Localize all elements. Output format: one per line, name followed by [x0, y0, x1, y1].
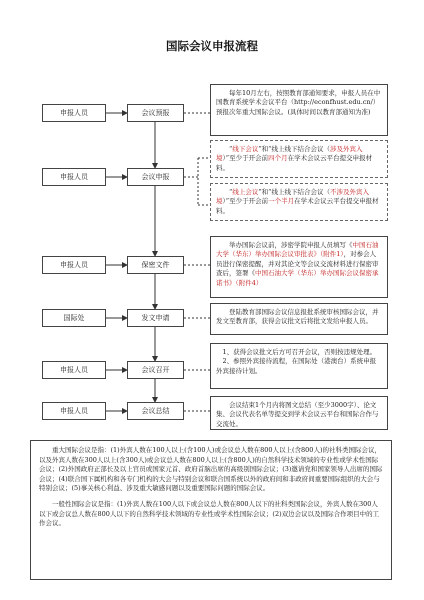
page-title: 国际会议申报流程 — [166, 39, 258, 53]
actor-box-5: 申报人员 — [42, 361, 106, 379]
note-summary-text: 会议结束1个月内将图文总结（至少3000字）、论文集、会议代表名单等提交到学术会议云平台和国际合作与交流处。 — [216, 401, 379, 428]
step-box-meeting-application: 会议申报 — [127, 168, 184, 186]
note-online-text: “线上会议”和“线上线下结合会议（不涉及外宾入境）”至少于开会前一个半月在学术会议云平台提交申报材料。 — [216, 188, 379, 215]
note-forecast-text: 每年10月左右，按照教育部通知要求，申报人员在中国教育系统学术会议平台（http://econfhust.edu.cn/）预报次年重大国际会议。(具体时间以教育部通知为准) — [216, 89, 381, 116]
definition-major: 重大国际会议是指：(1)外宾人数在100人以上(含100人)或会议总人数在800人以上(含800人)的社科类国际会议，以及外宾人数在300人以上(含300人)或会议总人数在800人以上(含800人)的自然科学技术领域的专业性或学术性国际会议；(2)外国政府正部长及以上官员或国家元首、政府首脑出席的高级别国际会议；(3)邀请党和国家领导人出席的国际会议；(4)联合国下属机构和各专门机构的大会与特别会议和联合国系统以外的政府间和非政府间重要国际组织的大会与特别会议；(5)事关核心利益、涉及重大敏感问题以及重要国际问题的国际会议。 — [39, 446, 383, 493]
actor-box-1: 申报人员 — [42, 104, 106, 122]
note-box-offline — [210, 140, 388, 178]
actor-box-3: 申报人员 — [42, 256, 106, 274]
note-box-confidential — [210, 236, 388, 298]
step-box-issue-request: 发文申请 — [127, 309, 184, 327]
definition-general: 一般性国际会议是指：(1)外宾人数在100人以下或会议总人数在800人以下的社科类国际会议，外宾人数在300人以下或会议总人数在800人以下的自然科学技术领域的专业性或学术性国际会议；(2)双边会议以及国际合作项目中的工作会议。 — [39, 499, 380, 528]
step-box-meeting-summary: 会议总结 — [127, 402, 184, 420]
actor-box-4: 国际处 — [42, 309, 106, 327]
actor-box-2: 申报人员 — [42, 168, 106, 186]
note-box-online — [210, 183, 388, 221]
actor-box-6: 申报人员 — [42, 402, 106, 420]
step-box-confidential-files: 保密文件 — [127, 256, 184, 274]
note-box-meeting-held — [210, 343, 388, 389]
note-box-issue-request — [210, 303, 388, 335]
note-held-text-2: 2、参照外宾接待流程，在国际处（港澳台）系统申报外宾接待计划。 — [216, 357, 377, 375]
step-box-meeting-forecast: 会议预报 — [127, 104, 184, 122]
note-box-forecast — [210, 84, 388, 136]
note-issue-text: 登陆教育部国际会议信息报批系统审核国际会议，并发文至教育部，获得会议批文后将批文发给申报人员。 — [216, 308, 379, 326]
note-confidential-text: 举办国际会议前，涉密学院申报人员填写《中国石油大学（华东）举办国际会议审批表》（附件1），对参会人员进行保密提醒，并对其论文等会议交流材料进行保密审查后，签署《中国石油大学（华东）举办国际会议保密承诺书》（附件4） — [216, 241, 379, 287]
note-offline-text: “线下会议”和“线上线下结合会议（涉及外宾入境）”至少于开会前四个月在学术会议云平台提交申报材料。 — [216, 145, 373, 172]
note-held-text-1: 1、获得会议批文后方可召开会议，否则按违规处理。 — [222, 348, 377, 356]
note-box-summary — [210, 396, 388, 430]
step-box-meeting-held: 会议召开 — [127, 361, 184, 379]
definitions-box — [30, 440, 392, 580]
